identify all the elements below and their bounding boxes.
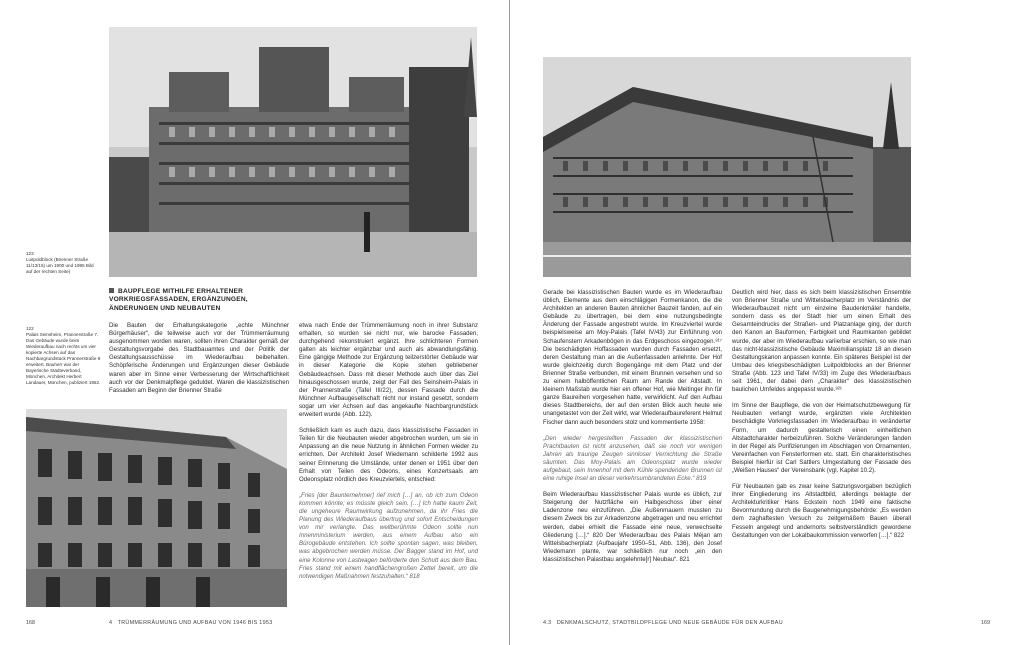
footer-chapter-number: 4	[109, 620, 113, 626]
paragraph: Schließlich kam es auch dazu, dass klassizistische Fassaden in Teilen für die Neubauten wieder abgebrochen wurden, um sie in Anpassung an die neue Nutzung in ähnlichen Formen wieder zu errichten. Der Architekt Josef Wiedemann schilderte 1992 aus seiner Erinnerung die Umstände, unter denen er 1951 über den Erhalt von Teilen des Odeons, eines Konzertsaals am Odeonsplatz nördlich des Kreuzviertels, entschied:	[299, 427, 478, 483]
running-footer-right	[543, 620, 783, 626]
right-body-column-1	[543, 289, 722, 572]
caption-number: 122	[26, 326, 34, 331]
block-quote: „Den wieder hergestellten Fassaden der klassizistischen Prachtbauten ist nicht anzusehen, daß sie noch vor wenigen Jahren als traurige Zeugen sinnloser Vernichtung die Straße säumten. Das Moy-Palais am Odeonsplatz wurde wieder aufgebaut, sein Innenhof mit dem Kühle spendenden Brunnen ist eine ruhige Insel an dieser verkehrsumbrandeten Ecke.“ 819	[543, 434, 722, 483]
footer-chapter-title: TRÜMMERRÄUMUNG UND AUFBAU VON 1946 BIS 1953	[117, 620, 273, 626]
block-quote: „Fries [der Baunternehmer] rief mich […] an, ob ich zum Odeon kommen könnte; es müsste gleich sein. […] Ich hatte kaum Zeit, die ungeheure Raumwirkung aufzunehmen, da ihr Fries die Planung des Wiederaufbaus übertrug und sofort Entscheidungen von mir verlangte. Das weltberühmte Odeon sollte nun Innenministerium werden, aus einem Aufbau also ein Bürogebäude entstehen. Ich sollte spontan sagen, was bleiben, was abgebrochen werden müsse. Der Bagger stand im Hof, und eine Kolonne von Lastwagen beförderte den Schutt aus dem Bau. Fries stand mit einem handflächengroßen Zettel bereit, um die notwendigen Maßnahmen festzuhalten.“ 818	[299, 491, 478, 580]
paragraph: Für Neubauten gab es zwar keine Satzungsvorgaben bezüglich ihrer Eingliederung ins Altstadtbild, allerdings beklagte der Architekturkritiker Hans Eckstein noch 1949 eine faktische Bevormundung durch die Baugenehmigungsbehörde: „Es werden dem zaghaftesten Versuch zu zeitgemäßem Bauen überall Fesseln angelegt und andernorts selbstverständlich gewordene Gestaltungen von der Lokalbaukommission verworfen […].“ 822	[732, 483, 911, 539]
photo-luitpoldblock-1900	[109, 27, 477, 277]
running-footer-left	[109, 620, 273, 626]
paragraph: Die Bauten der Erhaltungskategorie „echte Münchner Bürgerhäuser“, die teilweise auch vor der Trümmerräumung ausgenommen worden waren, sollten ihren Charakter gemäß der Gestaltungsvorgabe des Stadtbauamtes und der Politik der Gestaltungsausschüsse im Wiederaufbau beibehalten. Schöpferische Änderungen und Ergänzungen dieser Gebäude waren aber im Sinne einer Verbesserung der Wirtschaftlichkeit auch vor der Denkmalpflege geduldet. Waren die klassizistischen Fassaden am Beginn der Brienner Straße	[109, 322, 289, 394]
caption-122	[26, 326, 101, 386]
square-bullet-icon	[109, 288, 114, 293]
caption-text: Palais Seinsheim, Prannerstraße 7. Das Gebäude wurde beim Wiederaufbau nach rechts um vier kopierte Achsen auf das Nachbargrundstück Prannerstraße 9 erweitert. Bauherr war der Bayerische Städteverband, München, Architekt Herbert Landauer, München, publiziert 1952.	[26, 332, 101, 385]
right-body-column-2	[732, 289, 911, 548]
page-number-right: 169	[981, 620, 990, 626]
section-heading: BAUPFLEGE MITHILFE ERHALTENER VORKRIEGSFASSADEN, ERGÄNZUNGEN, ÄNDERUNGEN UND NEUBAUTEN	[109, 288, 248, 312]
photo-palais-seinsheim	[26, 409, 287, 607]
caption-123	[26, 251, 101, 275]
paragraph: Im Sinne der Baupflege, die von der Heimatschutzbewegung für Neubauten verlangt wurde, ergänzten viele Architekten beschädigte Vorkriegsfassaden im Wiederaufbau in veränderter Form, um dadurch gestalterisch einen einheitlichen Altstadtcharakter herbeizuführen. Solche Veränderungen fanden in der Regel als Purifizierungen im Abschlagen von Ornamenten, Vereinfachen von Fensterformen etc. statt. Ein charakteristisches Beispiel hierfür ist Carl Sattlers Umgestaltung der Fassade des „Weißen Hauses“ der Vereinsbank (vgl. Kapitel 10.2).	[732, 402, 911, 474]
footer-chapter-number: 4.3	[543, 620, 552, 626]
caption-number: 123	[26, 251, 34, 256]
paragraph: Beim Wiederaufbau klassizistischer Palais wurde es üblich, zur Steigerung der Nutzfläche ein Halbgeschoss über einer Ladenzone neu einzuführen. „Die Außenmauern mussten zu diesem Zweck bis zur Arkadenzone abgetragen und neu errichtet werden, dabei erhielt die Fassade eine neue, verwechselte Gliederung […].“ 820 Der Wiederaufbau des Palais Méjan am Wittelsbacherplatz (Aufbaujahr 1950–51, Abb. 136), den Josef Wiedemann plante, war schließlich nur noch „ein den klassizistischen Palastbau angelehnte[r] Neubau“. 821	[543, 491, 722, 563]
left-body-column-2	[299, 322, 478, 589]
photo-luitpoldblock-1995	[543, 57, 911, 277]
footer-chapter-title: DENKMALSCHUTZ, STADTBILDPFLEGE UND NEUE GEBÄUDE FÜR DEN AUFBAU	[556, 620, 783, 626]
paragraph: Deutlich wird hier, dass es sich beim klassizistischen Ensemble von Brienner Straße und Wittelsbacherplatz im Verständnis der Wiederaufbauzeit nicht um einzelne Baudenkmäler handelte, sondern dass es der Stadt hier um einen Erhalt des Gesamteindrucks der Straßen- und Platzanlage ging, der durch den Kanon an Bauformen, Farbigkeit und Raumkanten gebildet wurde, der aber im Wiederaufbau variierbar erschien, so wie man das nicht-klassizistische Gebäude Maximiliansplatz 18 an diesen Gestaltungskanon anpassen konnte. Ein späteres Beispiel ist der Umbau des kriegsbeschädigten Luitpoldblocks an der Brienner Straße (Abb. 123 und Tafel IV/33) im Zuge des Wiederaufbaus seit 1961, der dabei dem „Charakter“ des klassizistischen baulichen Umfeldes angepasst wurde.⁸²¹	[732, 289, 911, 394]
page-spine	[509, 0, 510, 645]
caption-text: Luitpoldblock (Brienner Straße 11/13/15) um 1900 und 1995 Bild auf der rechten Seite)	[26, 257, 94, 274]
paragraph: etwa nach Ende der Trümmerräumung noch in ihrer Substanz erhalten, so wurden sie nicht nur, wie barocke Fassaden, durchgehend rekonstruiert ergänzt. Ihre schlichteren Formen galten als leichter ergänzbar und auch als abwandlungsfähig. Eine gängige Methode zur Ergänzung teilzerstörter Gebäude war in dieser Kategorie die Kopie stehen gebliebener Gebäudeachsen. Dass mit dieser Methode auch über das Ziel hinausgeschossen wurde, zeigt der Fall des Seinsheim-Palais in der Prannerstraße (Tafel III/22), dessen Fassade durch die Münchner Aufbaugesellschaft nicht nur instand gesetzt, sondern sogar um vier Achsen auf das angekaufte Nachbargrundstück erweitert wurde (Abb. 122).	[299, 322, 478, 419]
page-number-left: 168	[26, 620, 35, 626]
paragraph: Gerade bei klassizistischen Bauten wurde es im Wiederaufbau üblich, Elemente aus dem einschlägigen Formenkanon, die die Architekten an anderen Bauten ähnlicher Bauzeit fanden, auf ein Gebäude zu übertragen, bei dem eine nutzungsbedingte Änderung der Fassade angestrebt wurde. Im Kreuzviertel wurde beispielsweise am Moy-Palais (Tafel IV/43) zur Einführung von Schaufenstern Arkadenbögen in das Erdgeschoss eingezogen.⁸¹⁷ Die beschädigten Hoffassaden wurden durch Fassaden ersetzt, deren Gestaltung man an die Außenfassaden anlehnte. Der Hof wurde gleichzeitig durch Bogengänge mit dem Platz und der Brienner Straße verbunden, mit einem Brunnen versehen und so zu einem halböffentlichen Raum am Rande der Altstadt. In kleinem Maßstab wurde hier ein offener Hof, wie Meitinger ihn für ganze Baureihen vorgesehen hatte, verwirklicht. Auf den Aufbau dieses Stadtbereichs, der auf den ersten Blick auch heute wie unangetastet von der Zeit wirkt, war Wiederaufbaureferent Helmut Fischer dann auch besonders stolz und kommentierte 1958:	[543, 289, 722, 426]
left-body-column-1	[109, 322, 289, 403]
